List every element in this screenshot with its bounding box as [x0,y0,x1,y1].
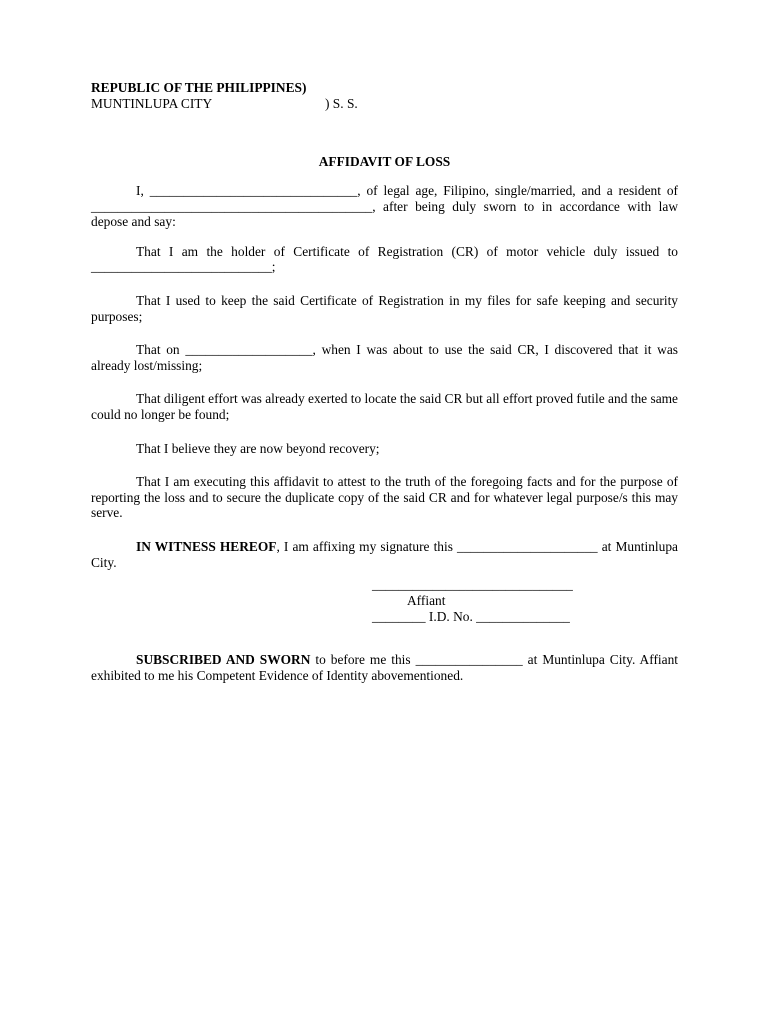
jurat-block [91,652,678,697]
witness-heading: IN WITNESS HEREOF [136,538,277,554]
jurat-text: to before me this ________________ at Muntinlupa City. Affiant exhibited to me his Competent Evidence of Identity abovementioned. [91,652,678,683]
venue-city-line [91,96,691,112]
venue-republic-line [91,80,691,96]
jurat-heading: SUBSCRIBED AND SWORN [136,652,311,667]
signature-block [372,577,612,624]
venue-block [91,80,691,111]
document-title: AFFIDAVIT OF LOSS [318,154,451,169]
paragraph-identity: I, _______________________________, of legal age, Filipino, single/married, and a resident of __________________________________________, after being duly sworn to in accordance with law depose and say: [91,183,678,230]
venue-republic: REPUBLIC OF THE PHILIPPINES) [91,80,307,95]
paragraph-discovery: That on ___________________, when I was about to use the said CR, I discovered that it was already lost/missing; [91,342,678,373]
paragraph-witness [91,539,678,570]
affiant-label: Affiant [407,593,446,608]
paragraph-jurat [91,652,678,683]
signature-line: ______________________________ [372,577,573,592]
paragraph-safekeeping: That I used to keep the said Certificate of Registration in my files for safe keeping and security purposes; [91,292,678,324]
witness-text: , I am affixing my signature this _____________________ at Muntinlupa City. [91,538,678,570]
paragraph-beyond-recovery: That I believe they are now beyond recovery; [136,440,380,456]
affidavit-body [91,183,678,584]
venue-ss: ) S. S. [325,95,358,111]
paragraph-purpose: That I am executing this affidavit to attest to the truth of the foregoing facts and for the purpose of reporting the loss and to secure the duplicate copy of the said CR and for whatever legal purpose/s this may serve. [91,474,678,521]
venue-city: MUNTINLUPA CITY [91,95,213,111]
paragraph-diligent-effort: That diligent effort was already exerted to locate the said CR but all effort proved futile and the same could no longer be found; [91,391,678,422]
id-number-line: ________ I.D. No. ______________ [372,608,570,624]
paragraph-holder: That I am the holder of Certificate of Registration (CR) of motor vehicle duly issued to ___________________________; [91,243,678,275]
